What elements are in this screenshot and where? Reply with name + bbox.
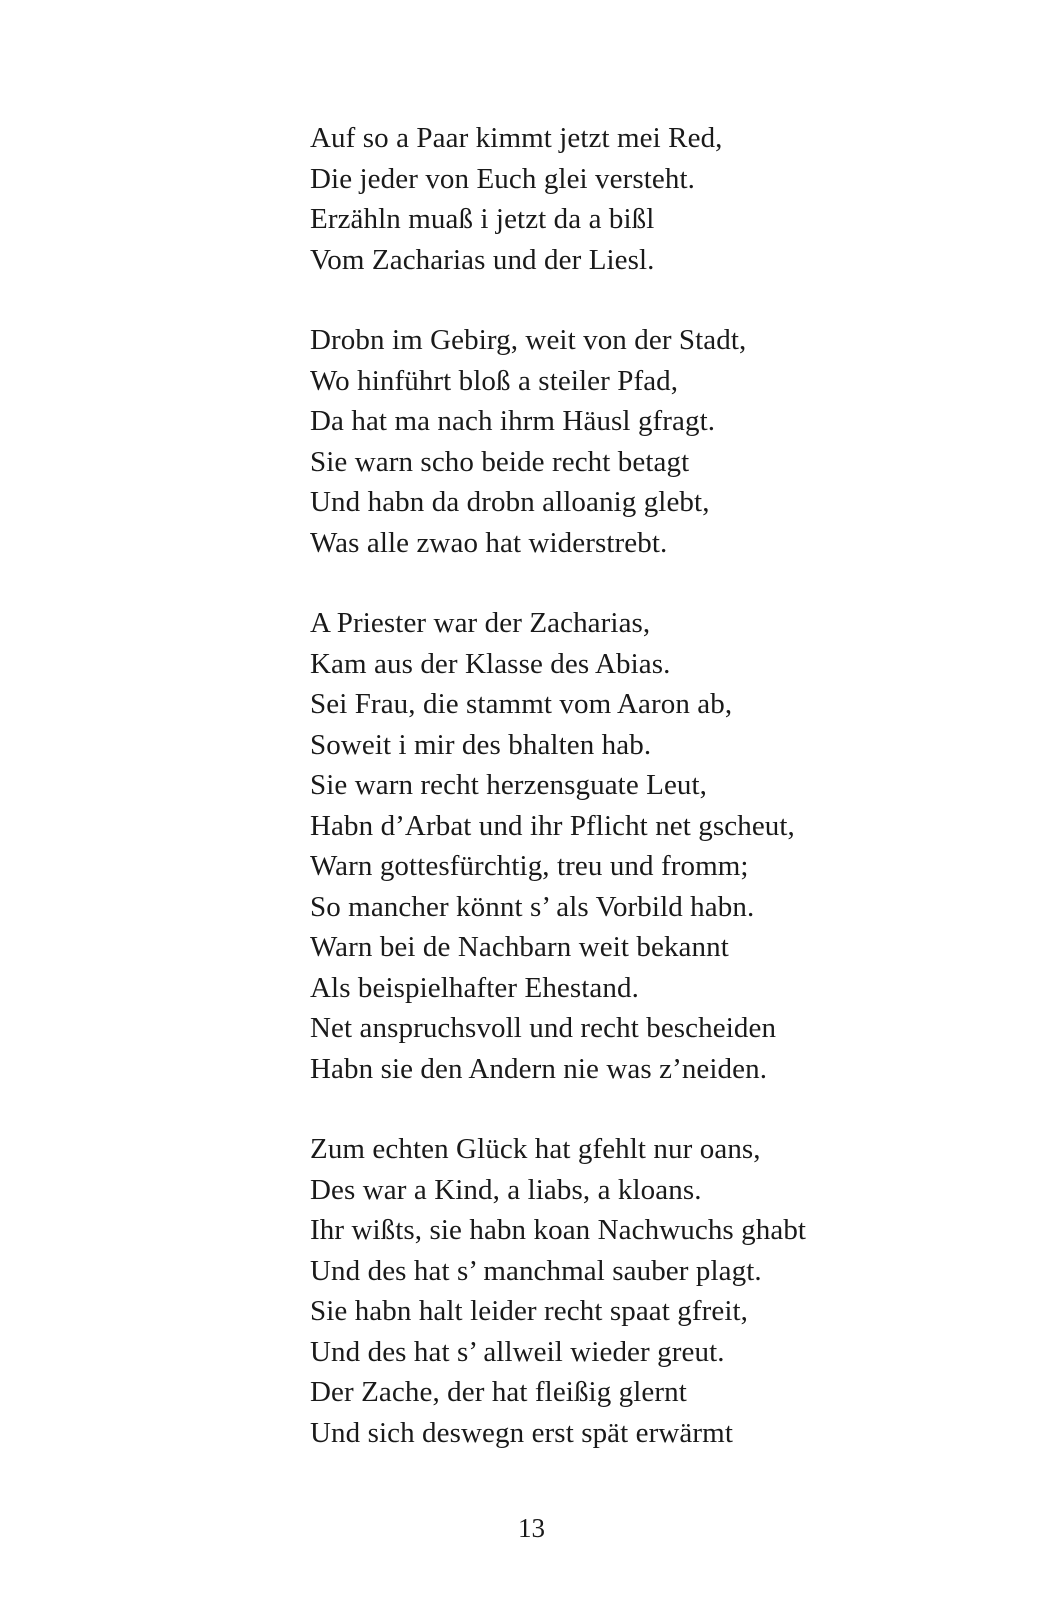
stanza-2 [310,320,870,563]
poem-line: Kam aus der Klasse des Abias. [310,647,671,680]
stanza-4 [310,1129,870,1453]
poem-line: Erzähln muaß i jetzt da a bißl [310,203,655,235]
poem-line: Sei Frau, die stammt vom Aaron ab, [310,688,733,720]
poem-line: Des war a Kind, a liabs, a kloans. [310,1173,702,1206]
poem-line: Zum echten Glück hat gfehlt nur oans, [310,1133,761,1165]
poem [310,118,870,1493]
poem-line: Net anspruchsvoll und recht bescheiden [310,1012,777,1044]
poem-line: Auf so a Paar kimmt jetzt mei Red, [310,122,723,154]
poem-line: Die jeder von Euch glei versteht. [310,162,696,195]
poem-line: Warn bei de Nachbarn weit bekannt [310,931,729,963]
stanza-3 [310,603,870,1089]
poem-line: Was alle zwao hat widerstrebt. [310,526,668,559]
stanza-1 [310,118,870,280]
poem-line: Sie warn scho beide recht betagt [310,445,690,478]
poem-line: Warn gottesfürchtig, treu und fromm; [310,850,749,882]
poem-line: Und des hat s’ allweil wieder greut. [310,1335,725,1368]
poem-line: Da hat ma nach ihrm Häusl gfragt. [310,405,716,437]
poem-line: Als beispielhafter Ehestand. [310,971,639,1004]
poem-line: Sie warn recht herzensguate Leut, [310,769,708,801]
page-number: 13 [518,1513,545,1543]
poem-line: Der Zache, der hat fleißig glernt [310,1376,687,1408]
poem-line: Drobn im Gebirg, weit von der Stadt, [310,324,747,356]
poem-line: Und sich deswegn erst spät erwärmt [310,1416,733,1449]
poem-line: So mancher könnt s’ als Vorbild habn. [310,890,755,923]
poem-line: Habn sie den Andern nie was z’neiden. [310,1052,768,1085]
poem-line: A Priester war der Zacharias, [310,607,651,639]
poem-line: Sie habn halt leider recht spaat gfreit, [310,1295,749,1327]
poem-line: Ihr wißts, sie habn koan Nachwuchs ghabt [310,1214,807,1246]
poem-line: Und habn da drobn alloanig glebt, [310,486,710,518]
poem-line: Wo hinführt bloß a steiler Pfad, [310,364,679,397]
poem-line: Habn d’Arbat und ihr Pflicht net gscheut, [310,809,795,842]
poem-line: Soweit i mir des bhalten hab. [310,728,652,761]
poem-line: Vom Zacharias und der Liesl. [310,243,655,276]
poem-line: Und des hat s’ manchmal sauber plagt. [310,1254,762,1287]
